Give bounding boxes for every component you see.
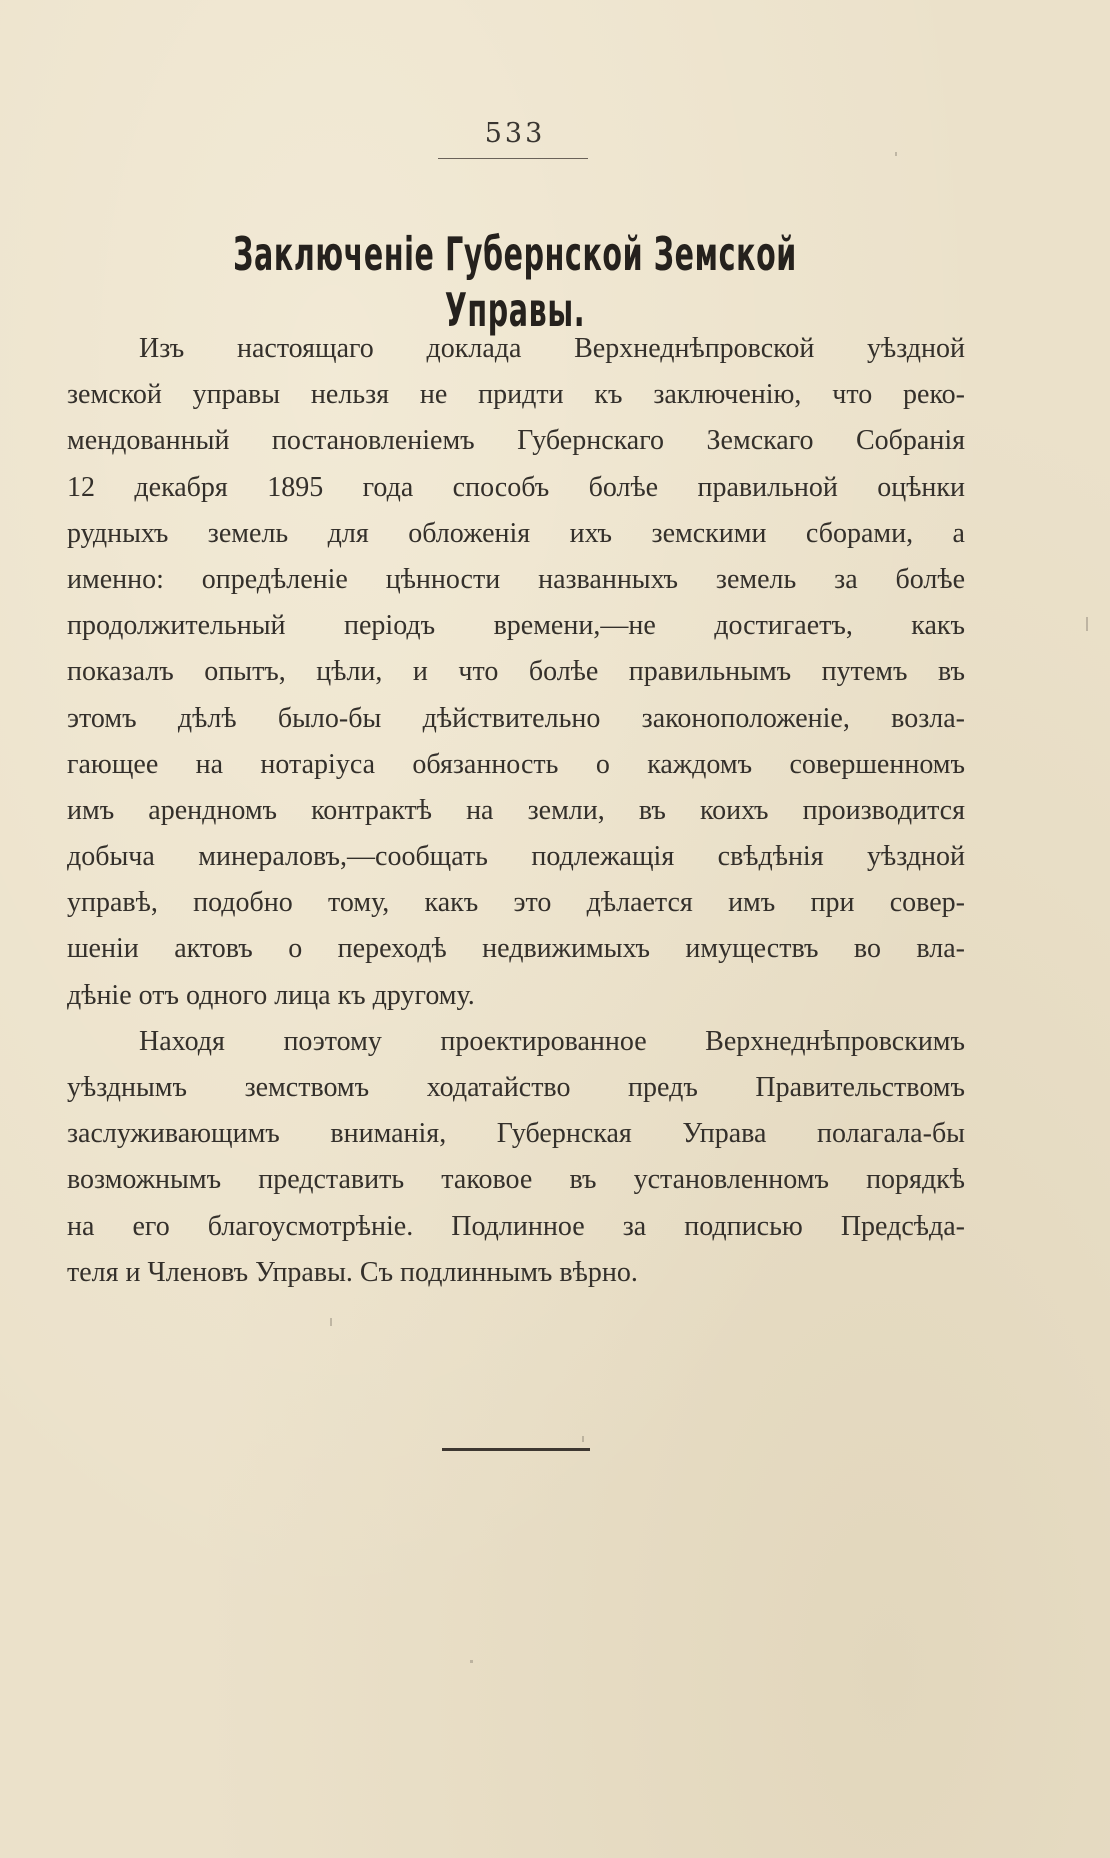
body-text <box>67 326 965 1296</box>
paper-speck <box>330 1318 332 1326</box>
paper-speck <box>1086 617 1088 631</box>
text-line: продолжительный періодъ времени,—не достигаетъ, какъ <box>67 610 965 642</box>
text-line: шеніи актовъ о переходѣ недвижимыхъ имуществъ во вла- <box>67 933 965 965</box>
text-line: дѣніе отъ одного лица къ другому. <box>67 979 475 1011</box>
paragraph-1 <box>67 326 965 1019</box>
page-number: 533 <box>484 118 546 149</box>
section-title: Заключеніе Губернской Земской Управы. <box>233 227 797 337</box>
text-line: имъ арендномъ контрактѣ на земли, въ коихъ производится <box>67 794 965 826</box>
header-rule <box>438 158 588 159</box>
text-line: мендованный постановленіемъ Губернскаго Земскаго Собранія <box>67 425 965 457</box>
text-line: показалъ опытъ, цѣли, и что болѣе правильнымъ путемъ въ <box>67 656 965 688</box>
text-line: уѣзднымъ земствомъ ходатайство предъ Правительствомъ <box>67 1072 965 1103</box>
text-line: Изъ настоящаго доклада Верхнеднѣпровской уѣздной <box>139 333 965 364</box>
text-line: земской управы нельзя не придти къ заключенію, что реко- <box>67 379 965 411</box>
text-line: именно: опредѣленіе цѣнности названныхъ земель за болѣе <box>67 563 965 595</box>
text-line: Находя поэтому проектированное Верхнеднѣпровскимъ <box>139 1025 965 1057</box>
text-line: теля и Членовъ Управы. Съ подлиннымъ вѣрно. <box>67 1256 638 1288</box>
text-line: возможнымъ представить таковое въ установленномъ порядкѣ <box>67 1164 965 1196</box>
text-line: заслуживающимъ вниманія, Губернская Управа полагала-бы <box>67 1118 965 1150</box>
text-line: на его благоусмотрѣніе. Подлинное за подписью Предсѣда- <box>67 1210 965 1242</box>
text-line: 12 декабря 1895 года способъ болѣе правильной оцѣнки <box>67 471 965 503</box>
text-line: управѣ, подобно тому, какъ это дѣлается имъ при совер- <box>67 887 965 919</box>
text-line: рудныхъ земель для обложенія ихъ земскими сборами, а <box>67 517 965 549</box>
paper-speck <box>582 1436 584 1442</box>
paper-speck <box>895 152 897 156</box>
end-rule <box>442 1448 590 1451</box>
text-line: гающее на нотаріуса обязанность о каждомъ совершенномъ <box>67 748 965 780</box>
text-line: добыча минераловъ,—сообщать подлежащія свѣдѣнія уѣздной <box>67 841 965 873</box>
paper-speck <box>470 1660 473 1663</box>
text-line: этомъ дѣлѣ было-бы дѣйствительно законоположеніе, возла- <box>67 702 965 734</box>
paragraph-2 <box>67 1019 965 1296</box>
